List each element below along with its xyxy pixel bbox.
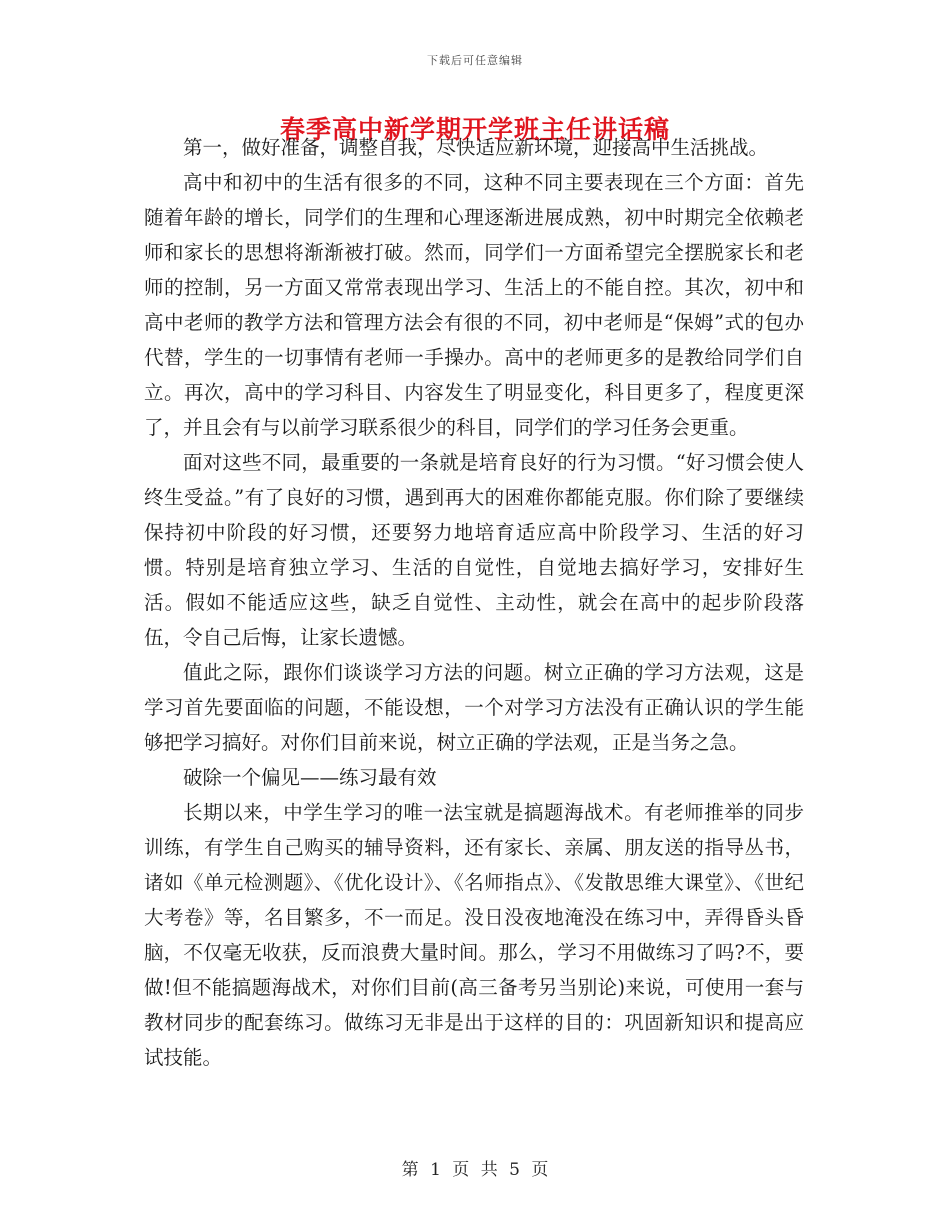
paragraph: 长期以来，中学生学习的唯一法宝就是搞题海战术。有老师推举的同步训练，有学生自己购买的辅导资料，还有家长、亲属、朋友送的指导丛书，诸如《单元检测题》、《优化设计》、《名师指点》、《发散思维大课堂》、《世纪大考卷》等，名目繁多，不一而足。没日没夜地淹没在练习中，弄得昏头昏脑，不仅毫无收获，反而浪费大量时间。那么，学习不用做练习了吗?不，要做!但不能搞题海战术，对你们目前(高三备考另当别论)来说，可使用一套与教材同步的配套练习。做练习无非是出于这样的目的：巩固新知识和提高应试技能。	[144, 801, 804, 1069]
paragraph: 面对这些不同，最重要的一条就是培育良好的行为习惯。“好习惯会使人终生受益。”有了良好的习惯，遇到再大的困难你都能克服。你们除了要继续保持初中阶段的好习惯，还要努力地培育适应高中阶段学习、生活的好习惯。特别是培育独立学习、生活的自觉性，自觉地去搞好学习，安排好生活。假如不能适应这些，缺乏自觉性、主动性，就会在高中的起步阶段落伍，令自己后悔，让家长遗憾。	[144, 451, 804, 649]
paragraph: 第一，做好准备，调整自我，尽快适应新环境，迎接高中生活挑战。	[183, 136, 769, 159]
paragraph: 高中和初中的生活有很多的不同，这种不同主要表现在三个方面：首先随着年龄的增长，同学们的生理和心理逐渐进展成熟，初中时期完全依赖老师和家长的思想将渐渐被打破。然而，同学们一方面希望完全摆脱家长和老师的控制，另一方面又常常表现出学习、生活上的不能自控。其次，初中和高中老师的教学方法和管理方法会有很的不同，初中老师是“保姆”式的包办代替，学生的一切事情有老师一手操办。高中的老师更多的是教给同学们自立。再次，高中的学习科目、内容发生了明显变化，科目更多了，程度更深了，并且会有与以前学习联系很少的科目，同学们的学习任务会更重。	[144, 171, 804, 439]
document-body	[144, 130, 804, 1075]
header-note: 下载后可任意编辑	[427, 54, 523, 67]
section-heading: 破除一个偏见——练习最有效	[183, 766, 437, 789]
paragraph: 值此之际，跟你们谈谈学习方法的问题。树立正确的学习方法观，这是学习首先要面临的问题，不能设想，一个对学习方法没有正确认识的学生能够把学习搞好。对你们目前来说，树立正确的学法观，正是当务之急。	[144, 661, 804, 754]
page-number-footer: 第 1 页 共 5 页	[401, 1160, 549, 1180]
document-title: 春季高中新学期开学班主任讲话稿	[279, 115, 670, 144]
